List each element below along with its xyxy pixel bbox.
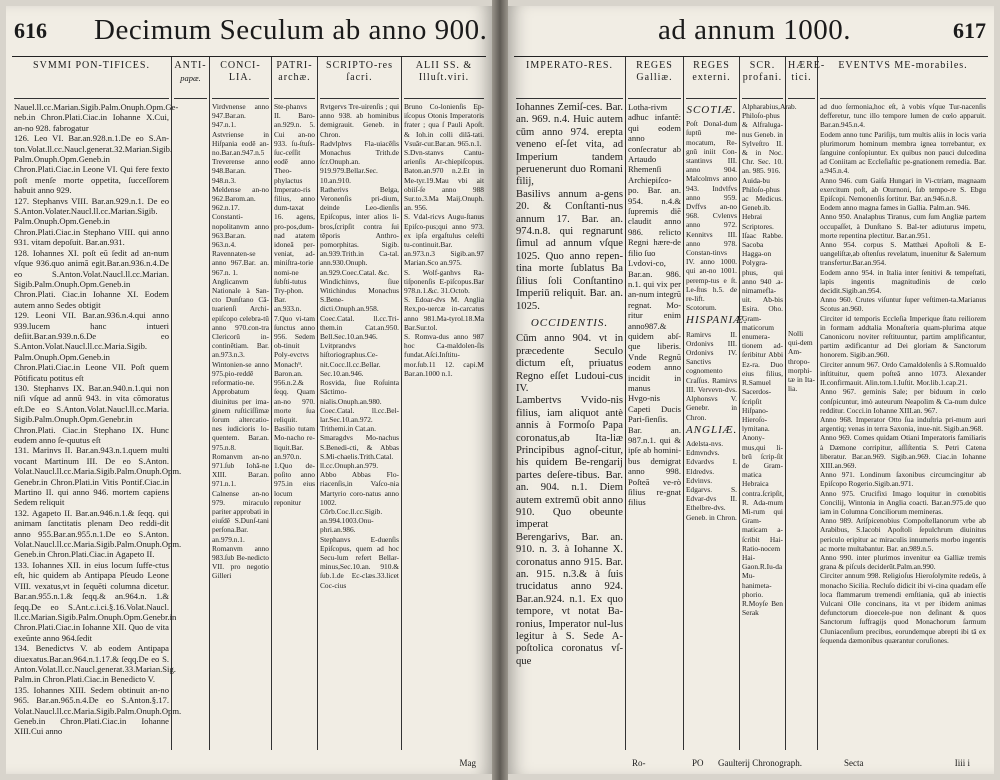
column-head-scripto: SCRIPTO-res ſacri. — [320, 57, 399, 99]
left-page-number: 616 — [14, 18, 47, 43]
left-page — [6, 6, 492, 774]
column-head-anti-label: ANTI- — [174, 60, 207, 71]
column-text-reges-ext — [686, 99, 748, 522]
column-text-scripto: Rvtgervs Tre-uirenſis ; qui anno 938. ab hominibus demigrauit. Geneb. in Chron. Radvlphvs Fla-uiacēſis Monachus Trith.de ſcr.Onuph.an. 919.979.Bellar.Sec. 10.an.910. Ratherivs Belga, Veronenſis pri-dium, deinde Leo-dienſis Epiſcopus, inter alios li-bros,ſcripſit contra ſui tēporis Anthro-pomorphitas. Sigib. an.939.Trith.in Ca-tal. ann.930.Onuph. an.929.Coec.Catal. &c. Windichinvs, ſiue Witichindus Monachus S.Bene-dicti.Onuph.an.958. Coec.Catal. ll.cc.Tri-them.in Cat.an.950. Bell.Sec.10.an.946. Lvitprandvs hiſtoriographus.Ce-nit.Cocc.ll.cc.Bellar. Sec.10.an.946. Rosvida, ſiue Roſuinta Sāctimo-nialis.Onuph.an.980. Coec.Catal. ll.cc.Bel-lar.Sec.10.an.972. Trithemi.in Cat.an. Smaragdvs Mo-nachus S.Benedi-cti, & Abbas S.Mi-chaelis.Trith.Catal. ll.cc.Onuph.an.979. Abbo Abbas Flo-riacenſis,in Vaſco-nia Martyrio coro-natus anno 1002. Cōrb.Coc.ll.cc.Sigib. an.994.1003.Onu-phri.an.986. Stephanvs E-duenſis Epiſcopus, quem ad hoc Secu-lum refert Bellar-minus,Sec.10.an. 910.& ſub.1.de Ec-clæs.33.licet Coc-cius — [320, 102, 399, 590]
column-head-reges-ext: REGES externi. — [686, 57, 737, 99]
column-scriptores — [318, 57, 402, 750]
column-head-haeretici: HÆRE-tici. — [788, 57, 815, 99]
column-text-summi: Nauel.ll.cc.Marian.Sigib.Palm.Onuph.Opm.Ge-neb.in Chron.Plati.Ciac.in Iohanne X.Cui, an-no 928. fabrogatur 126. Leo VI. Bar.an.928.n.1.De eo S.An-ton.Volat.ll.cc.Naucl.generat.32.Marian.Sigib. Palm.Onuph.Opm.Geneb.in Chron.Plati.Ciac.in Leone VI. Qui fere fexto poſt menſe morte oppetita, ſucceſſorem habuit anno 929. 127. Stephanvs VIII. Bar.an.929.n.1. De eo S.Anton.Volater.Naucl.ll.cc.Marian.Sigib. Palm.Onuph.Opm.Geneb.in Chron.Plati.Ciac.in Stephano VIII. qui anno 931. vitam depoſuit. Bar.an.931. 128. Iohannes XI. poſt eū ſedit ad an-num vſque 936.quo animā egit.Bar.an.936.n.4.De eo S.Anton.Volat.Naucl.ll.cc.Marian. Sigib.Palm.Onuph.Opm.Geneb.in Chron.Plati. Ciac.in Iohanne XI. Eodem autem anno Sedes obtigit 129. Leoni VII. Bar.an.936.n.4.qui anno 939.lucem hanc intueri deſiit.Bar.an.939.n.6.De eo S.Anton.Volat.Naucl.ll.cc.Maria.Sigib. Palm.Onuph.Opm.Geneb.in Chron.Plati.Ciac.in Leone VII. Poſt quem Pōtificatu potitus eſt 130. Stephanvs IX. Bar.an.940.n.1.qui non niſi vſque ad annū 943. in vita cōmoratus eſt.De eo S.Anton.Volat.Naucl.ll.cc.Maria. Sigib.Palm.Onuph.Opm.Genebr.in Chron.Plati. Ciac.in Stephano IX. Hunc eudem anno ſe-quutus eſt 131. Marinvs II. Bar.an.943.n.1.quem multi vocant Martinum III. De eo S.Anton. Volat.Naucl.ll.cc.Maria.Sigib.Palm.Onuph.Opm. Genebr.in Chron.Plati.in Vitis Pontif.Ciac.in Martino II. qui anno 946. mortem capiens Sedem reliquit 132. Agapeto II. Bar.an.946.n.1.& ſeqq. qui animam ſanctitatis plenam Deo reddi-dit anno 955.Bar.an.955.n.1.De eo S.Anton. Volat.Naucl.ll.cc.Maria.Sigib.Palm.Onuph.Opm. Geneb.in Chron.Plati.Ciac.in Agapeto II. 133. Iohannes XII. in eius locum ſuffe-ctus eſt, hic quidem ab Antipapa Pſeudo Leone VIII. vexatus,vt in ſequēti columna dicetur. Bar.an.955.n.1.& ſeqq.& an.964.n. 1.& ſeqq.De eo S.Ant.c.i.ci.§.16.Volat.Naucl. ll.cc.Marian.Sigib.Palm.Onuph.Opm.Genebr.in Chron.Plati.Ciac.in Iohanne XII. Quo de vita exeūnte anno 964.ſedit 134. Benedictvs V. ab eodem Antipapa diuexatus.Bar.an.964.n.1.17.& ſeqq.De eo S. Anton.Volat.ll.cc.Naucl.generat.33.Marian.Sig. Palm.in Chron.Plati.Ciac.in Benedicto V. 135. Iohannes XIII. Sedem obtinuit an-no 965. Bar.an.965.n.4.De eo S.Anton.§.17. Volat.Naucl.ll.cc.Maria.Sigib.Palm.Onuph.Opm. Geneb.in Chron.Plati.Ciac.in Iohanne XIII.Cui anno — [14, 102, 182, 737]
column-text-scr: Alpharabius,Arab. Philoſo-phus & Alfraluga-nus Geneb. in Sylveſtro II. & in Noc. Chr. Sec. 10. an. 985. 916. Auida-bu Philoſo-phus ac Medicus. Geneb.ib. Hebrai Scriptores. Iſaac Rabbe. Sacoba Hagga-on Polygra-phus, qui anno 940 .a-nimamefla-uit. Ab-bis Esira. Oho. Gram-maticorum enumera-tionem ad-ſeribitur Abbi Ez-ra. Duo eius filius, R.Samuel Sacerdos-ſcripſit Hiſpano-Hieroſo-lymitana. Anony-mus,qui li-brū ſcrip-ſit de Gram-matica Hebraica contra.ſcripſit, R. Ada-mum Mi-rum qui Gram-maticam a-ſcribit Hai-Ratio-nocem Hai-Gaon.R.Iu-da Mu-hanimeta-phorio. R.Moyſe Ben Serak — [742, 102, 797, 618]
scotiae-heading: SCOTIÆ. — [686, 104, 737, 116]
column-eventus — [818, 57, 988, 750]
scotiae-text: Poſt Donal-dum ſuptū me-mocatum, Re-gnū iniit Con-stantinvs III. anno 904. Malcolmvs anno 943. Indvlfvs anno 959. Dvffvs an-no 968. Cvlenvs anno 972. Kennitvs III. anno 978. Constan-tinvs IV. anno 1000. qui an-no 1001. peremp-tus e ſt. Le-ſtus h.5. de re-lift. Scotorum. — [686, 119, 737, 313]
column-head-patri: PATRI-archæ. — [274, 57, 315, 99]
column-head-scr: SCR. profani. — [742, 57, 783, 99]
column-haeretici — [786, 57, 826, 750]
column-concilia — [210, 57, 272, 750]
column-head-imperatores: IMPERATO-RES. — [516, 57, 623, 99]
column-text-patri: Ste-phanvs II. Baro-an.929.n. 5. Cui an-no 933. ſu-ſtuſs-ſuc-ceſſit eodē anno Theo-phylactus Imperato-ris filius, anno dum-taxat 16. agens, pro-pos,dum-nad atatem idoneā per-veniat, ad-miniſtra-torie nomi-ne ſubſti-tutus Try-phon. Bar. an.933.n. 7.Quo vi-tam ſunctus anno 956. Sedem ob-tinuit Poly-evctvs Monach⁹. Baron.an. 956.n.2.& ſeqq. Quam an-no 970. morte ſua reliquit. Basilio tutam Mo-nacho re-liquit.Bar. an.970.n. 1.Quo de-poſito anno 975.in eius locum reponitur — [274, 102, 315, 507]
column-head-reges-gall: REGES Galliæ. — [628, 57, 681, 99]
right-running-title: ad annum 1000. — [658, 14, 852, 46]
column-head-anti-sub: papæ. — [180, 73, 201, 83]
angliae-text: Adelsta-nvs. Edmvndvs. Edvardvs I. Eldredvs. Edvinvs. Edgarvs. S. Edvar-dvs II. Ethelbre-dvs. Geneb. in Chron. — [686, 438, 737, 522]
column-text-reges-gall: Lotha-rivm adhuc infantē: qui eodem anno conſecratur ab Artaudo Rhemenſi Archiepiſco-po. Bar. an. 954. n.4.& ſupremis diē claudit anno 986. relicto Regni hære-de filio ſuo Lvdovi-co, Bar.an. 986. n.1. qui vix per an-num integrū regnat. Mo-ritur enim anno987.& quidem abſ-que liberis. Vnde Regnū eodem anno incidit in manus Hvgo-nis Capeti Ducis Pari-ſienſis. Bar. an. 987.n.1. qui & ipſe ab homini-bus demigrat anno 998. Poſteā ve-rò ſilius re-gnat filius — [628, 102, 681, 508]
column-text-alii: Bruno Co-lonienſis Ep-iſcopus Otonis Imperatoris frater ; qua ſ Pauli Apoſt. & Ioh.in colli dilā-tati. Vsuār-cur.Bar.an. 965.n.1. S.Dvn-stanvs Cantu-arienſis Ar-chiepiſcopus. Baton.an.970 n.2.Et in Me-tyr.19.Mau vbi ait obiiſ-ſe anno 988 Sur.to.3.Ma Maij.Onuph. an. 956. S. Vdal-ricvs Augu-ſtanus Epiſco-pus;qui anno 973. ex ipſa ergaſtulus celeſti tu-continuit.Bar. an.973.n.3 Sigib.an.97 Marian.Sco an.975. S. Wolf-ganhvs Ra-tiſponenſis E-piſcopus.Bar 978.n.1.&c. 31.Octob. S. Edoar-dvs M. Anglia Rex,po-uercæ in-carcatus anno 981.Ma-tyrol.18.Ma Bar.Sur.tol. S. Romva-dus anno 987 hoc Ca-maldolen-ſis fundat.Aſci.Inſtitu-mor.ſub.11 12. capi.M Bar.an.1000 n.1. — [404, 102, 484, 378]
occidentis-heading: OCCIDENTIS. — [530, 316, 609, 329]
hispaniae-heading: HISPANIÆ. — [686, 314, 748, 327]
column-alii — [402, 57, 486, 750]
right-catchword-secta: Secta — [844, 758, 864, 768]
right-table — [514, 56, 988, 750]
left-catchword: Mag — [459, 758, 476, 768]
column-head-summi: SVMMI PON-TIFICES. — [14, 57, 169, 99]
column-head-concilia: CONCI-LIA. — [212, 57, 269, 99]
column-reges-galliae — [626, 57, 684, 750]
hispaniae-text: Ramirvs II. Ordonivs III. Ordonivs IV. Sanctivs cognomento Craſſus. Ramirvs III. Vervevn-dvs. Alphonsvs V. Genebr. in Chron. — [686, 329, 737, 422]
right-catchword-po: PO — [692, 758, 704, 768]
column-reges-externi — [684, 57, 748, 750]
imperatores-occidental-text: Cūm anno 904. vt in præcedente Seculo dictum eſt, priuatus Regno eſſet Ludoui-cus IV. Lambertvs Vvido-nis filius, iam aliquot antè annis à Formoſo Papa coronatus,ab Ita-liæ Principibus agnoſ-citur, his quidem Be-rengarij partes deſere-tibus. Bar. an. 904. n.1. Diem autem extremū obit anno 910. Quo obeunte imperat Berengarivs, Bar. an. 910. n. 3. à Iohanne X. coronatus anno 915. Bar. an. 915. n.3.& à ſuis trucidatus anno 924. Bar.an.924. n.1. Ex quo tempore, vt notat Ba-ronius, Imperator nul-lus legitur à S. Sede A-poſtolica coronatus vſ-que — [516, 333, 623, 667]
column-summi-pontifices — [12, 57, 182, 750]
column-antipapae — [172, 57, 210, 750]
right-page — [508, 6, 994, 774]
right-page-number: 617 — [953, 18, 986, 43]
left-table — [12, 56, 486, 750]
column-head-anti — [174, 57, 207, 99]
column-patriarchae — [272, 57, 318, 750]
right-running-head — [508, 14, 994, 48]
column-head-alii: ALII SS. & Illuſt.viri. — [404, 57, 484, 99]
column-text-haeretici: Nolli qui-dem Am-thropo-morphi-tæ in Ita-lia. — [788, 329, 815, 394]
column-text-concilia: Virdvnense anno 947.Bar.an. 947.n.1. Astvriense in Hiſpania eodē an-no.Bar.an.947.n.5 Treverense anno 948.Bar.an. 948.n.3. Meldense an-no 962.Barom.an. 962.n.17. Constanti-nopolitanvm anno 963.Bar.an. 963.n.4. Ravennaten-se anno 967.Bar. an. 967.n. 1. Anglicanvm Nationale à San-cto Dunſtano Cā-tuarienſi Archi-epiſcopo celebra-tū anno 970.con-tra Clericorū in-continētiam. Bar. an.973.n.3. Wintonien-se anno 975.pio-reddē reformatio-ne. Approbatum diuinitus per ima-ginem ruſticiſſimæ ſorum altercatio-nes iudicioris lo-quentem. Bar.an. 975.n.8. Romanvm an-no 971.ſub Iohā-ne XIII. Bar.an. 971.n.1. Calnense an-no 979. miraculo pariter approbati in eiuſdē S.Dunſ-tani perſona.Bar. an.979.n.1. Romanvm anno 983.ſub Be-nedicto VII. pro negotio Gilleri — [212, 102, 269, 581]
right-catchword-ro: Ro- — [632, 758, 646, 768]
imperatores-oriental-text: Iohannes Zemiſ-ces. Bar. an. 969. n.4. Huic autem cūm anno 974. erepta veneno eſ-ſet vita, ad Imperium tandem peruenerunt duo Romani filij, Basilivs annum a-gens 20. & Conſtanti-nus annum 17. Bar. an. 974.n.8. qui regnarunt ſimul ad annum vſque 1025. Quo anno repen-tina morte ſublatus Ba ſilius ſoli Conſtantino Imperiū reliquit. Bar. an. 1025. — [516, 102, 623, 312]
right-footer-signature: Iiii i — [954, 758, 970, 768]
book-gutter — [492, 0, 508, 780]
column-text-eventus: ad duo ſermonia,hoc eſt, à vobis vſque Tur-nacenſis defferetur, tunc illo tempore lumen de cœlo apparuit. Bar.an.945.n.4. Eodem anno tunc Pariſijs, tum multis aliis in locis varia plurimorum hominum membra ignea torrebantur, ex ſanguine conſopiuntur. Ex quibus non pauci dulcedina ad Coniitam ac Eccleſiaſtic pe-gnationem remedia. Bar. a.945.n.4. Anno 946. cum Gaiſa Hungari in Vi-ctriam, magnaam exercitum poſt, ab Oturnoni, ſub tempo-re S. Ebgu Epiſcopi. Nemonenſis ſortitur. Bar. an.946.n.8. Eodem anno magna fames in Gallia. Palm.an. 946. Anno 950. Analaphus Tiranus, cum ſum Angliæ partem occupaſſet, à Dunſtano S. Bal-ter adiuturus impetu, morte repentina plectitur. Bar.an.951. Anno 954. corpus S. Matthæi Apoſtoli & E-uangeliſtæ,ab oſtenſus revelatum, inuenitur & Salernum transfertur.Bar.an.954. Eodem anno 954. in Italia inter ſenitivi & tempeſtati, lapis ingentis magnitudinis de cœlo decidit.Sigib.an.954. Anno 960. Crutes viſuntur ſuper veſtimen-ta.Marianus Scotus an.960. Circiter id temporis Eccleſia Imperique ſtatu reiliorem in formam addtalia Monaſteria quam-plurima atque Canonicoru noviter reſtituuntur, partim amplificantur, partim ædificantur ad Dei gloriam & Sanctorum honorem. Sigib.an.960. Circiter annum 967. Ordo Camaldolenſis à S.Romualdo inſtituitur, quem poſteā anno 1073. Alexander II.confirmauit. Alin.tom.1.Iuſtit. Mor.lib.1.cap.21. Anno 967. geminis Sale; per biduum in cœlo conſpicuntur, imò auteurum Neapolim & Ca-num dulce redditur. Cocci.in Iohanne XIII.an. 967. Anno 968. Imperator Otto ſua induſtria pri-mum auri argentiq; venas in terra Saxonia, inue-nit. Sigib.an.968. Anno 969. Comes quidam Otiani Imperatoris familiaris à Dæmone corripitur, aſſiſtentia S. Petri Catena liberatur. Bar.an.969. Sigib.an.969. Ciac.in Iohanne XIII.an.969. Anno 971. Londinum ſaxonibus circumcingitur ab Epiſcopo Rogerio.Sigib.an.971. Anno 975. Crucifixi Imago loquitur in cœnobitis Concilij, Wintonia in Anglia coacti. Bar.an.975.de quo iam in Columna Conciliorum memineras. Anno 989. Ariſpicenobius Compoſtellanorum vrbe ab Arabibus, S.Iacobi Apoſtoli ſepulchrum diuinitus periculo eripitur ac miraculis innumeris morbo ingentis ac morte multabantur. Bar. an.989.n.5. Anno 990. inter plurimos invenitur ea Galliæ tremis grana & piſculs deciderūt.Palm.an.990. Circiter annum 998. Religioſus Hieroſolymite redeūs, à monacho Sicilia. Recluſo didicit ibi vi-cina quadam eſſe loca flammarum tremendi ernſtiania, quā ab iniectis Vulcani Olle concinans, ita vt per ibidem animas defunctorum dioecele-pue non deſinant & quos Sanctorum ſuffragijs quod Monachorum ſarmum Cluniacenſium precibus, eorundemque abrepti ibi tā ex ſequenda dæmonibus quærantur coruſiones. — [820, 102, 986, 645]
column-imperatores — [514, 57, 626, 750]
left-running-title: Decimum Seculum ab anno 900. — [94, 14, 488, 46]
right-footer-chronograph: Gaulterij Chronograph. — [718, 758, 802, 768]
column-scr-profani — [740, 57, 797, 750]
column-text-imperatores — [516, 99, 623, 668]
column-head-eventus: EVENTVS ME-morabiles. — [820, 57, 986, 99]
left-running-head — [6, 14, 492, 48]
angliae-heading: ANGLIÆ. — [686, 423, 738, 436]
